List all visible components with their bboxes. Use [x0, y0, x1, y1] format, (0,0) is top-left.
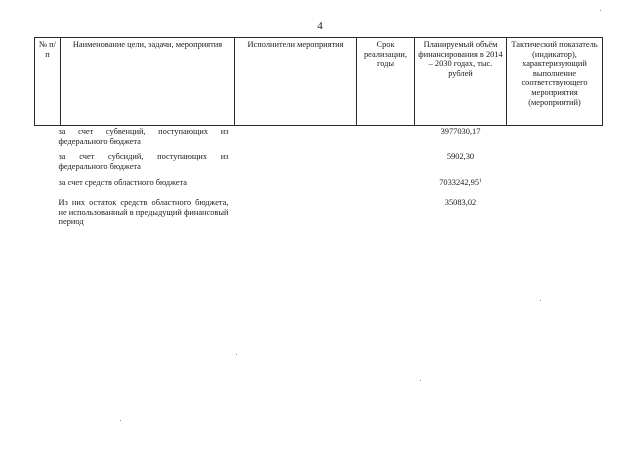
- scan-speck: [236, 354, 237, 355]
- header-term: Срок реализации, годы: [357, 38, 415, 126]
- amount-value: 7033242,95: [439, 178, 480, 187]
- scan-speck: [120, 420, 121, 421]
- scan-speck: [540, 300, 541, 301]
- table-row: [35, 178, 603, 198]
- table-row: [35, 198, 603, 232]
- financing-table: [34, 37, 603, 232]
- row-amount: [415, 152, 507, 178]
- row-amount: [415, 198, 507, 232]
- header-name: Наименование цели, задачи, мероприятия: [61, 38, 235, 126]
- table-row: [35, 152, 603, 178]
- row-name: за счет субвенций, поступающих из федерального бюджета: [58, 127, 229, 146]
- footnote-mark: 1: [479, 178, 482, 184]
- row-name: Из них остаток средств областного бюджета, не использованный в предыдущий финансовый период: [58, 198, 229, 227]
- header-indicator: Тактический показатель (индикатор), характеризующий выполнение соответствующего мероприятия (мероприятий): [507, 38, 603, 126]
- scan-speck: [600, 10, 601, 11]
- amount-value: 35083,02: [444, 198, 477, 207]
- row-name: за счет субсидий, поступающих из федерального бюджета: [58, 152, 229, 171]
- amount-value: 3977030,17: [440, 127, 481, 136]
- row-amount: [415, 126, 507, 153]
- table-header-row: [35, 38, 603, 126]
- page-number: 4: [317, 20, 323, 32]
- table-row: [35, 126, 603, 153]
- header-num: № п/п: [35, 38, 61, 126]
- row-name: за счет средств областного бюджета: [58, 178, 187, 187]
- header-volume: Планируемый объём финансирования в 2014 – 2030 годах, тыс. рублей: [415, 38, 507, 126]
- amount-value: 5902,30: [446, 152, 475, 161]
- row-amount: [415, 178, 507, 198]
- header-executors: Исполнители мероприятия: [235, 38, 357, 126]
- scan-speck: [420, 380, 421, 381]
